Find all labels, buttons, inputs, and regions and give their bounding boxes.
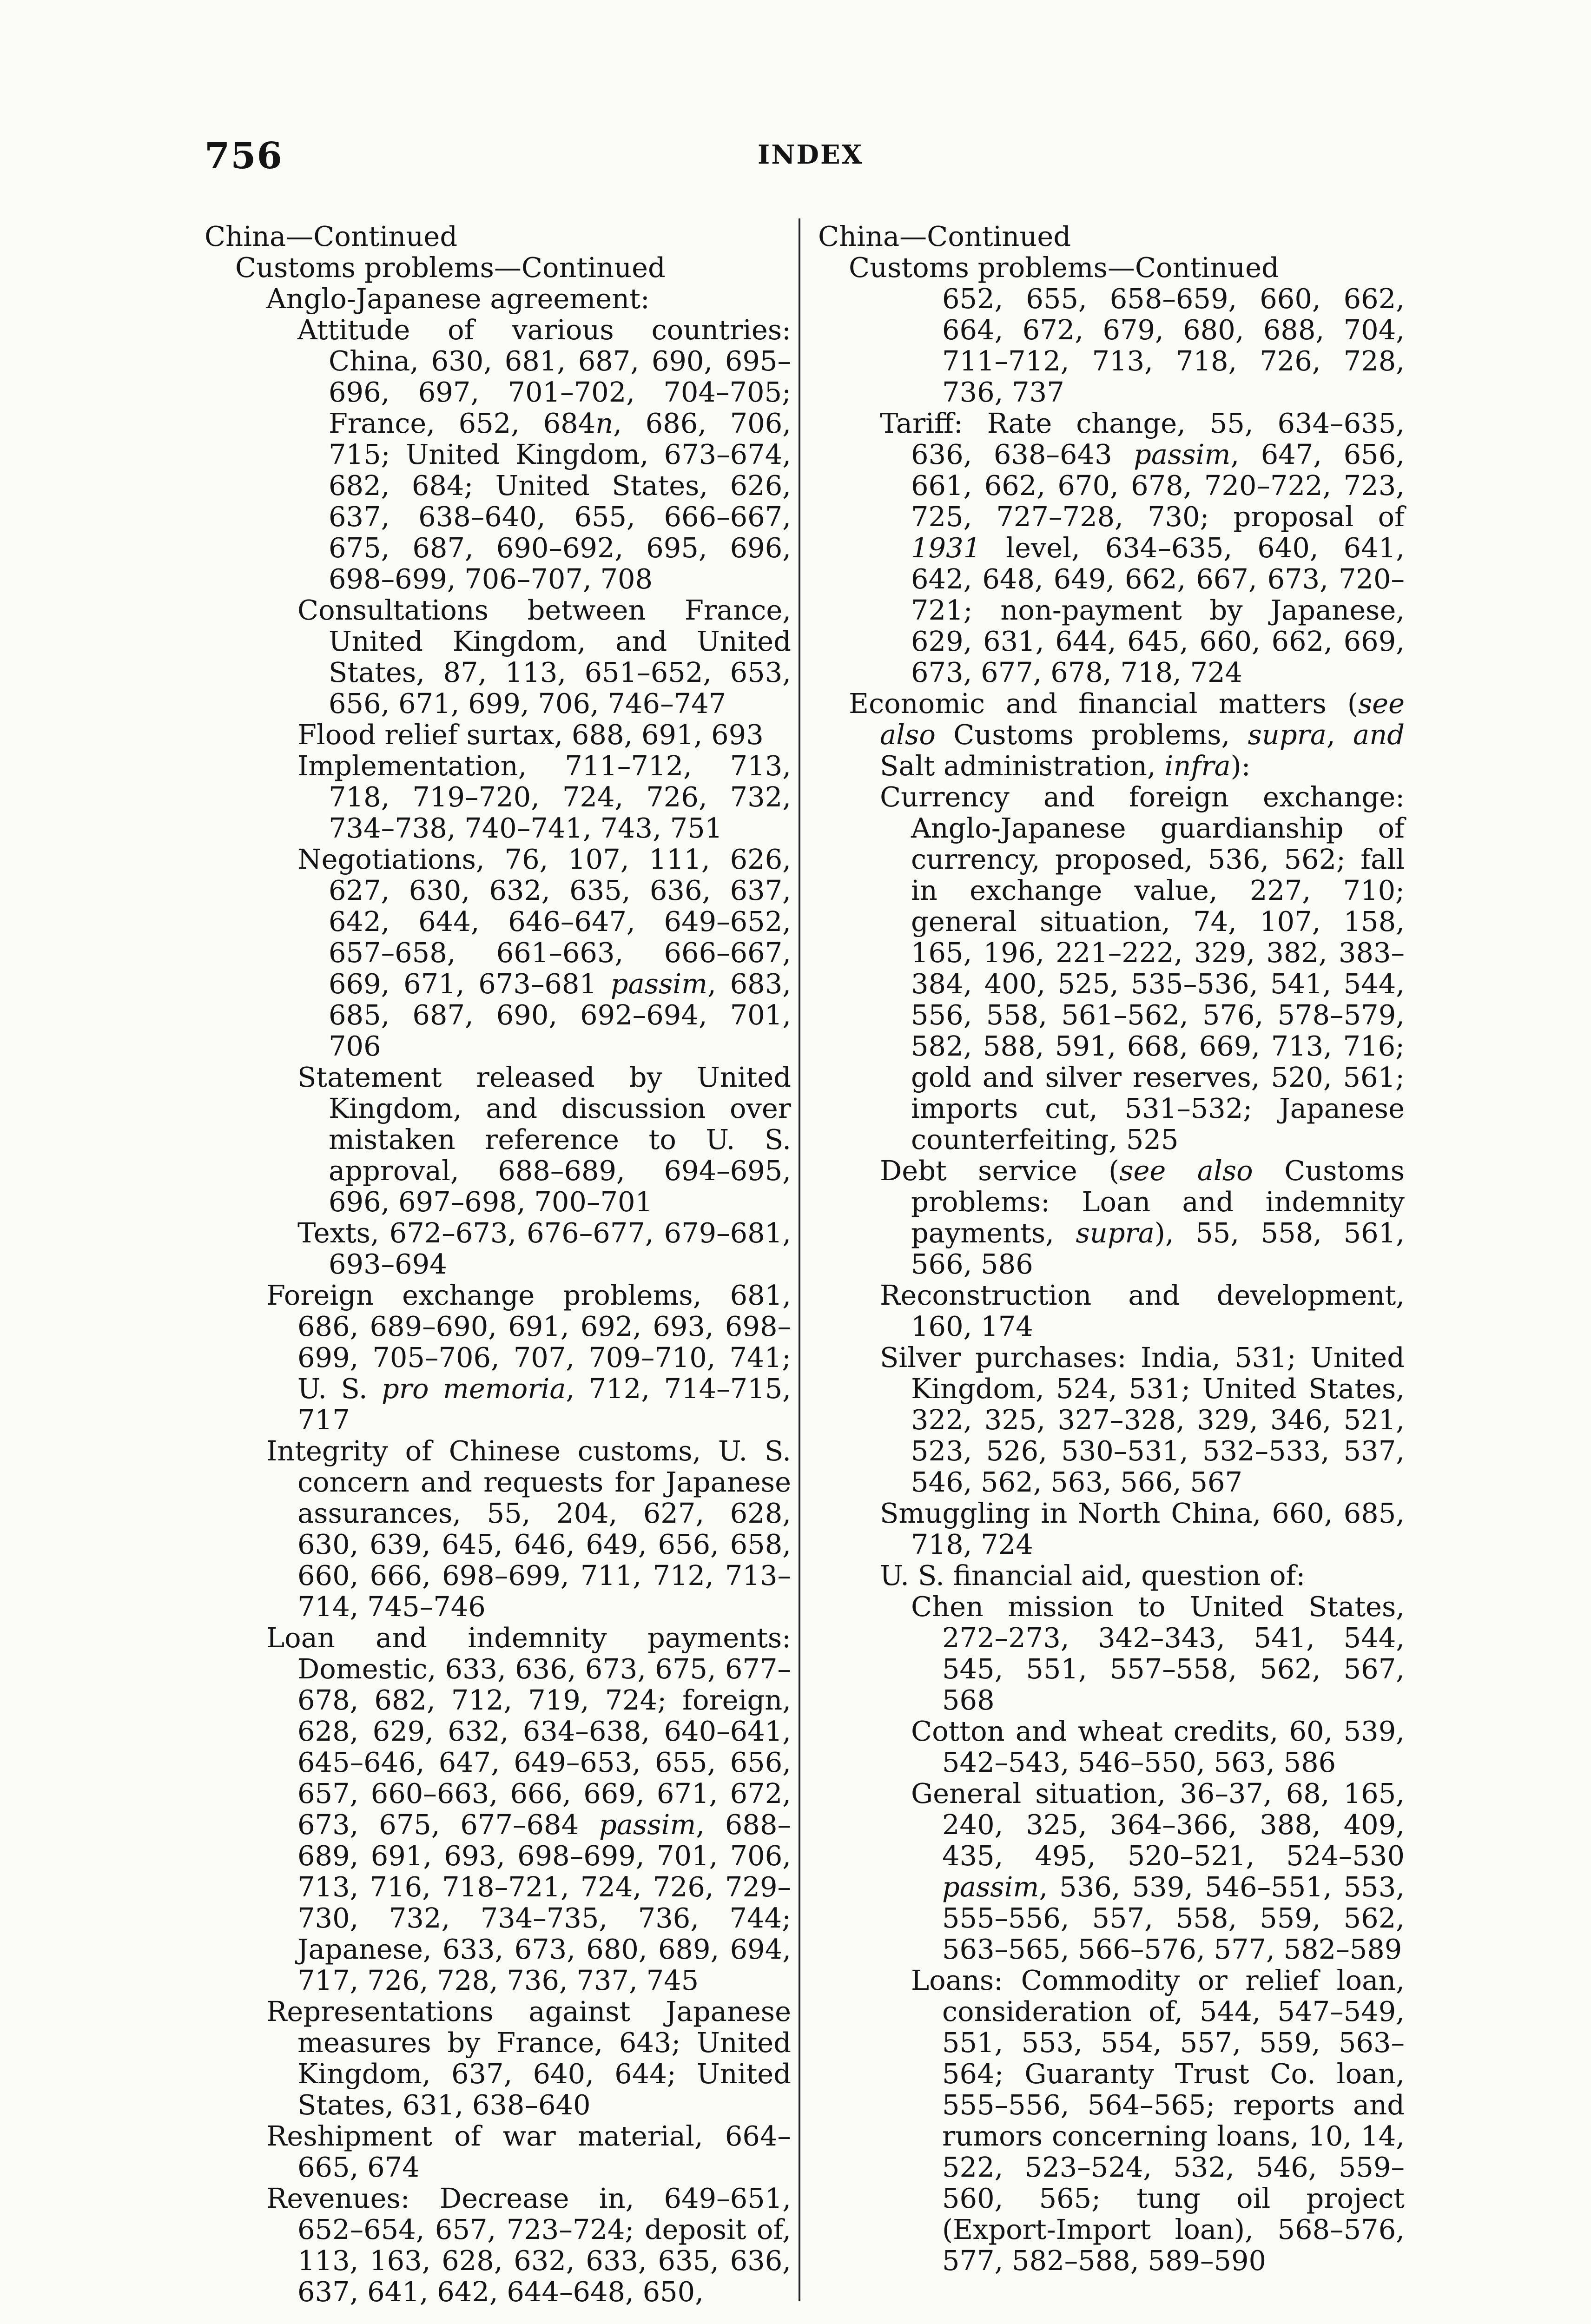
index-entry: Foreign exchange problems, 681, 686, 689–690, 691, 692, 693, 698–699, 705–706, 707, 709–710, 741; U. S. pro memoria, 712, 714–715, 717 xyxy=(266,1279,792,1436)
index-entry: General situation, 36–37, 68, 165, 240, 325, 364–366, 388, 409, 435, 495, 520–521, 524–530 passim, 536, 539, 546–551, 553, 555–556, 557, 558, 559, 562, 563–565, 566–576, 577, 582–589 xyxy=(911,1777,1405,1965)
index-entry: China—Continued xyxy=(205,220,458,252)
index-entry: Currency and foreign exchange: Anglo-Japanese guardianship of currency, proposed, 536, 562; fall in exchange value, 227, 710; general situation, 74, 107, 158, 165, 196, 221–222, 329, 382, 383–384, 400, 525, 535–536, 541, 544, 556, 558, 561–562, 576, 578–579, 582, 588, 591, 668, 669, 713, 716; gold and silver reserves, 520, 561; imports cut, 531–532; Japanese counterfeiting, 525 xyxy=(880,781,1405,1155)
index-entry: Representations against Japanese measures by France, 643; United Kingdom, 637, 640, 644; United States, 631, 638–640 xyxy=(266,1995,791,2121)
index-entry: Silver purchases: India, 531; United Kingdom, 524, 531; United States, 322, 325, 327–328, 329, 346, 521, 523, 526, 530–531, 532–533, 537, 546, 562, 563, 566, 567 xyxy=(880,1341,1405,1498)
index-entry: Revenues: Decrease in, 649–651, 652–654, 657, 723–724; deposit of, 113, 163, 628, 632, 633, 635, 636, 637, 641, 642, 644–648, 650, xyxy=(266,2182,791,2308)
index-entry: Texts, 672–673, 676–677, 679–681, 693–694 xyxy=(297,1217,791,1280)
index-entry: Cotton and wheat credits, 60, 539, 542–543, 546–550, 563, 586 xyxy=(911,1715,1405,1778)
index-entry: Reconstruction and development, 160, 174 xyxy=(880,1279,1405,1342)
index-entry: Attitude of various countries: China, 630, 681, 687, 690, 695–696, 697, 701–702, 704–705; France, 652, 684n, 686, 706, 715; United Kingdom, 673–674, 682, 684; United States, 626, 637, 638–640, 655, 666–667, 675, 687, 690–692, 695, 696, 698–699, 706–707, 708 xyxy=(297,314,791,595)
index-entry: Integrity of Chinese customs, U. S. concern and requests for Japanese assurances, 55, 204, 627, 628, 630, 639, 645, 646, 649, 656, 658, 660, 666, 698–699, 711, 712, 713–714, 745–746 xyxy=(266,1435,791,1623)
index-entry: Customs problems—Continued xyxy=(235,251,666,284)
index-entry: China—Continued xyxy=(818,220,1071,252)
index-entry: Anglo-Japanese agreement: xyxy=(266,283,650,315)
page-number: 756 xyxy=(205,135,283,177)
index-entry: Chen mission to United States, 272–273, 342–343, 541, 544, 545, 551, 557–558, 562, 567, 568 xyxy=(911,1591,1405,1716)
index-entry: Tariff: Rate change, 55, 634–635, 636, 638–643 passim, 647, 656, 661, 662, 670, 678, 720–722, 723, 725, 727–728, 730; proposal of 1931 level, 634–635, 640, 641, 642, 648, 649, 662, 667, 673, 720–721; non-payment by Japanese, 629, 631, 644, 645, 660, 662, 669, 673, 677, 678, 718, 724 xyxy=(880,407,1405,688)
page-title: INDEX xyxy=(758,139,864,170)
index-entry: Negotiations, 76, 107, 111, 626, 627, 630, 632, 635, 636, 637, 642, 644, 646–647, 649–652, 657–658, 661–663, 666–667, 669, 671, 673–681 passim, 683, 685, 687, 690, 692–694, 701, 706 xyxy=(297,843,791,1062)
index-entry: Statement released by United Kingdom, and discussion over mistaken reference to U. S. approval, 688–689, 694–695, 696, 697–698, 700–701 xyxy=(297,1061,791,1218)
index-entry: Implementation, 711–712, 713, 718, 719–720, 724, 726, 732, 734–738, 740–741, 743, 751 xyxy=(297,750,791,844)
index-entry: U. S. financial aid, question of: xyxy=(880,1559,1306,1591)
column-divider xyxy=(799,218,800,2301)
index-entry: Loans: Commodity or relief loan, consideration of, 544, 547–549, 551, 553, 554, 557, 559, 563–564; Guaranty Trust Co. loan, 555–556, 564–565; reports and rumors concerning loans, 10, 14, 522, 523–524, 532, 546, 559–560, 565; tung oil project (Export-Import loan), 568–576, 577, 582–588, 589–590 xyxy=(911,1964,1405,2277)
index-entry: Loan and indemnity payments: Domestic, 633, 636, 673, 675, 677–678, 682, 712, 719, 724; foreign, 628, 629, 632, 634–638, 640–641, 645–646, 647, 649–653, 655, 656, 657, 660–663, 666, 669, 671, 672, 673, 675, 677–684 passim, 688–689, 691, 693, 698–699, 701, 706, 713, 716, 718–721, 724, 726, 729–730, 732, 734–735, 736, 744; Japanese, 633, 673, 680, 689, 694, 717, 726, 728, 736, 737, 745 xyxy=(266,1622,791,1996)
index-entry: Flood relief surtax, 688, 691, 693 xyxy=(297,719,764,751)
index-entry: Reshipment of war material, 664–665, 674 xyxy=(266,2120,791,2183)
index-column-right xyxy=(818,221,1405,2276)
index-entry-continued: 652, 655, 658–659, 660, 662, 664, 672, 679, 680, 688, 704, 711–712, 713, 718, 726, 728, 736, 737 xyxy=(942,283,1405,408)
index-entry: Economic and financial matters (see also Customs problems, supra, and Salt administration, infra): xyxy=(849,687,1405,782)
index-entry: Consultations between France, United Kingdom, and United States, 87, 113, 651–652, 653, 656, 671, 699, 706, 746–747 xyxy=(297,594,791,720)
index-entry: Customs problems—Continued xyxy=(849,251,1279,284)
index-entry: Smuggling in North China, 660, 685, 718, 724 xyxy=(880,1497,1405,1560)
index-column-left xyxy=(205,221,791,2307)
index-entry: Debt service (see also Customs problems: Loan and indemnity payments, supra), 55, 558, 561, 566, 586 xyxy=(880,1155,1405,1280)
